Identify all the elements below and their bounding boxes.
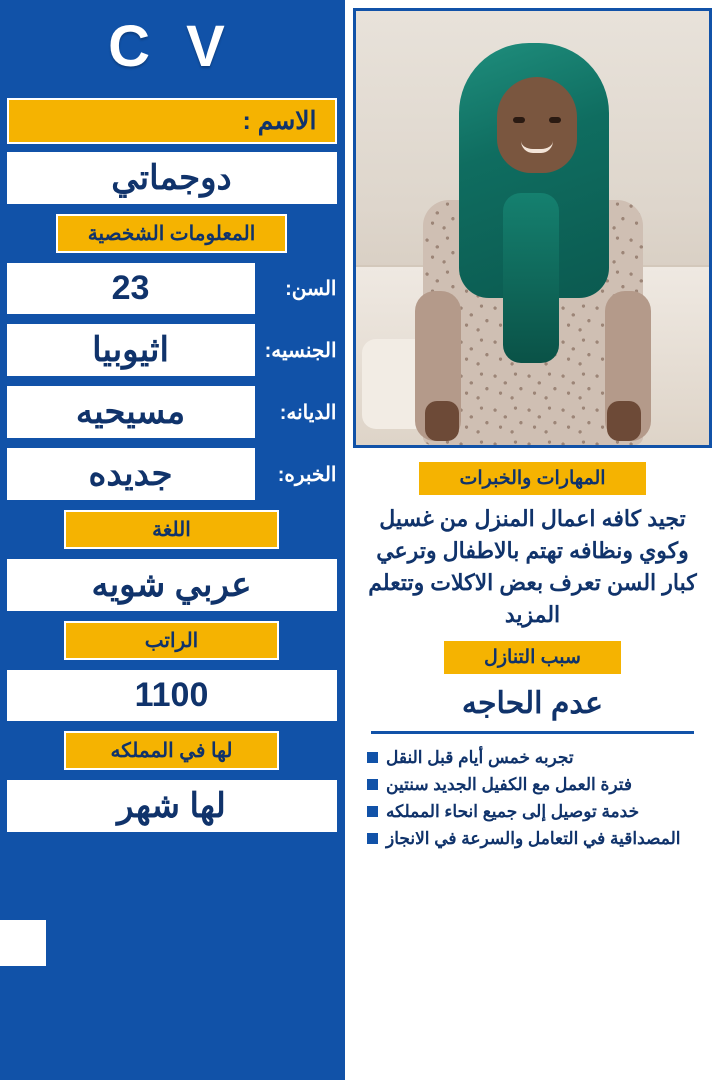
skills-section [345,448,720,852]
photo-left-arm [415,291,461,441]
experience-label: الخبره: [277,463,337,486]
salary-value: 1100 [7,670,337,721]
religion-value: مسيحيه [7,386,255,438]
bullet-square-icon [367,752,378,763]
decorative-white-block [0,920,46,966]
bullet-square-icon [367,833,378,844]
photo-face [497,77,577,173]
page-title: C V [108,14,235,79]
photo-left-hand [425,401,459,441]
applicant-photo [353,8,712,448]
language-section-label: اللغة [64,510,279,549]
age-label: السن: [285,278,337,300]
photo-smile [521,141,553,153]
bullet-square-icon [367,806,378,817]
bullet-square-icon [367,779,378,790]
name-value: دوجماتي [7,152,337,204]
language-value: عربي شويه [7,559,337,611]
section-divider [371,731,694,734]
religion-row [7,386,337,438]
experience-row [7,448,337,500]
personal-info-section-label: المعلومات الشخصية [56,214,288,253]
list-item [367,744,694,771]
in-kingdom-value: لها شهر [7,780,337,832]
photo-right-eye [549,117,561,123]
name-label: الاسم : [7,98,337,144]
salary-section-label: الراتب [64,621,279,660]
nationality-row [7,324,337,376]
religion-label: الديانه: [279,401,337,424]
note-text: فترة العمل مع الكفيل الجديد سنتين [386,774,633,794]
experience-value: جديده [7,448,255,500]
reason-section-label: سبب التنازل [444,641,621,674]
list-item [367,825,694,852]
reason-value: عدم الحاجه [461,686,604,720]
age-row [7,263,337,314]
photo-left-eye [513,117,525,123]
list-item [367,771,694,798]
skills-section-label: المهارات والخبرات [419,462,645,495]
notes-list [357,744,708,853]
note-text: خدمة توصيل إلى جميع انحاء المملكه [386,801,640,821]
skills-text: تجيد كافه اعمال المنزل من غسيل وكوي ونظافه تهتم بالاطفال وترعي كبار السن تعرف بعض الاكلات وتتعلم المزيد [368,506,697,627]
cv-details-column [0,0,345,1080]
photo-and-skills-column [345,0,720,1080]
nationality-label: الجنسيه: [264,339,337,362]
photo-right-arm [605,291,651,441]
note-text: المصداقية في التعامل والسرعة في الانجاز [386,829,681,849]
photo-person [413,25,653,445]
age-value: 23 [7,263,255,314]
nationality-value: اثيوبيا [7,324,255,376]
note-text: تجربه خمس أيام قبل النقل [386,747,574,767]
list-item [367,798,694,825]
in-kingdom-section-label: لها في المملكه [64,731,279,770]
photo-right-hand [607,401,641,441]
